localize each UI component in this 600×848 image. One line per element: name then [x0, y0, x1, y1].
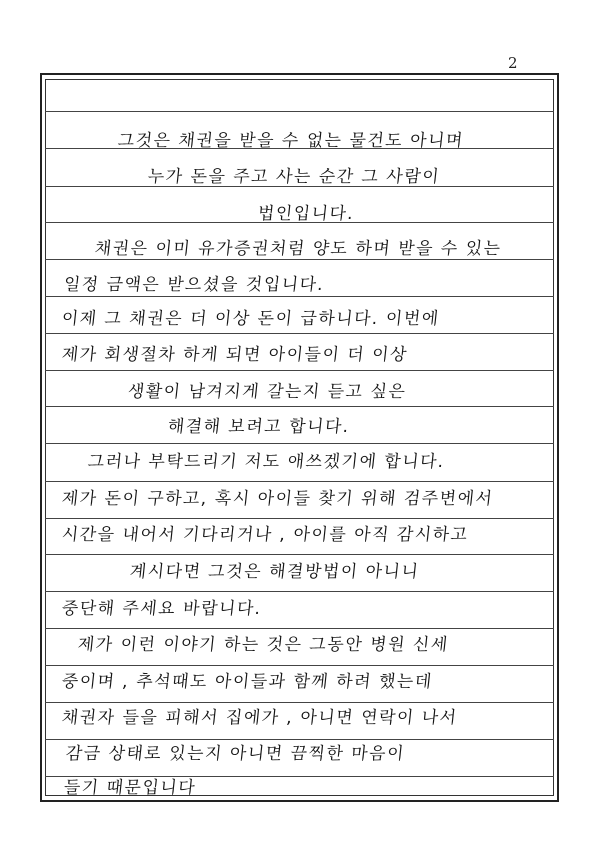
ruled-line — [45, 259, 554, 260]
handwritten-line: 생활이 남겨지게 갈는지 듣고 싶은 — [126, 382, 408, 402]
ruled-line — [45, 628, 554, 629]
handwritten-line: 법인입니다. — [256, 204, 356, 224]
ruled-line — [45, 591, 554, 592]
ruled-line — [45, 481, 554, 482]
handwritten-line: 들기 때문입니다 — [62, 778, 198, 798]
handwritten-line: 그것은 채권을 받을 수 없는 물건도 아니며 — [116, 131, 465, 151]
handwritten-line: 제가 회생절차 하게 되면 아이들이 더 이상 — [60, 345, 409, 365]
handwritten-line: 제가 이런 이야기 하는 것은 그동안 병원 신세 — [76, 635, 450, 655]
ruled-line — [45, 333, 554, 334]
handwritten-line: 계시다면 그것은 해결방법이 아니니 — [128, 562, 421, 582]
ruled-line — [45, 665, 554, 666]
handwritten-line: 누가 돈을 주고 사는 순간 그 사람이 — [146, 167, 442, 187]
ruled-line — [45, 406, 554, 407]
ruled-line — [45, 296, 554, 297]
handwritten-line: 그러나 부탁드리기 저도 애쓰겠기에 합니다. — [86, 452, 446, 472]
handwritten-line: 이제 그 채권은 더 이상 돈이 급하니다. 이번에 — [60, 309, 441, 329]
page-number: 2 — [508, 54, 518, 72]
handwritten-line: 중단해 주세요 바랍니다. — [60, 599, 263, 619]
handwritten-line: 제가 돈이 구하고, 혹시 아이들 찾기 위해 검주변에서 — [60, 489, 495, 509]
handwritten-line: 중이며 , 추석때도 아이들과 함께 하려 했는데 — [60, 672, 434, 692]
handwritten-line: 감금 상태로 있는지 아니면 끔찍한 마음이 — [64, 744, 406, 764]
handwritten-line: 채권자 들을 피해서 집에가 , 아니면 연락이 나서 — [60, 708, 459, 728]
handwritten-line: 시간을 내어서 기다리거나 , 아이를 아직 감시하고 — [60, 525, 470, 545]
ruled-line — [45, 111, 554, 112]
ruled-line — [45, 370, 554, 371]
handwritten-line: 해결해 보려고 합니다. — [166, 417, 351, 437]
ruled-line — [45, 518, 554, 519]
handwritten-line: 채권은 이미 유가증권처럼 양도 하며 받을 수 있는 — [93, 239, 503, 259]
handwritten-line: 일정 금액은 받으셨을 것입니다. — [62, 275, 326, 295]
ruled-line — [45, 443, 554, 444]
ruled-line — [45, 554, 554, 555]
